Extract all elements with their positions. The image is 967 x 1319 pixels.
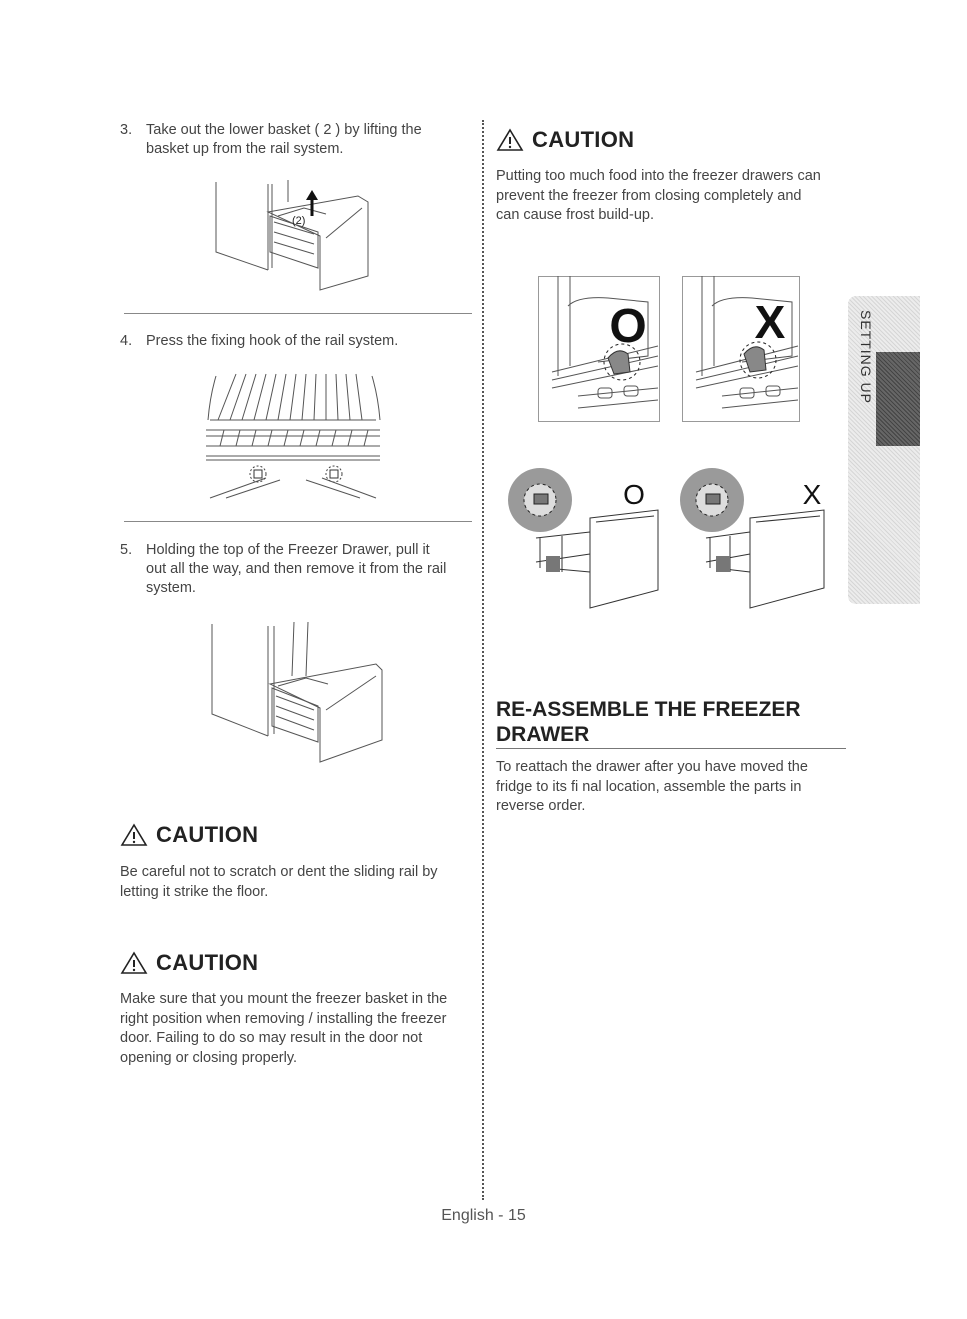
caution-text-line: can cause frost build-up. bbox=[496, 207, 654, 223]
caution-text-line: letting it strike the floor. bbox=[120, 883, 269, 900]
divider bbox=[124, 313, 472, 314]
caution-title: CAUTION bbox=[532, 127, 635, 152]
caution-text-line: right position when removing / installing the freezer bbox=[120, 1010, 447, 1027]
section-title bbox=[496, 697, 846, 747]
step-number: 5. bbox=[120, 542, 133, 558]
step-number: 4. bbox=[120, 333, 133, 349]
section-text-line: reverse order. bbox=[496, 798, 586, 814]
correct-mark: O bbox=[623, 479, 645, 510]
caution-title: CAUTION bbox=[156, 950, 259, 975]
wrong-position-illustration bbox=[682, 276, 800, 422]
caution-text-line: Putting too much food into the freezer drawers can bbox=[496, 168, 821, 184]
step-5 bbox=[120, 541, 480, 601]
divider bbox=[124, 521, 472, 522]
caution-text-line: opening or closing properly. bbox=[120, 1049, 298, 1066]
step-text-line: Take out the lower basket ( 2 ) by lifting the bbox=[146, 122, 422, 138]
warning-triangle-icon bbox=[120, 823, 148, 847]
column-divider bbox=[482, 120, 484, 1200]
page-number: English - 15 bbox=[441, 1207, 526, 1224]
section-text-line: fridge to its fi nal location, assemble the parts in bbox=[496, 778, 802, 795]
section-text bbox=[496, 758, 856, 817]
drawer-removal-illustration bbox=[204, 616, 390, 766]
side-tab-label: SETTING UP bbox=[858, 310, 874, 405]
side-tab-marker bbox=[876, 352, 920, 446]
step-text-line: out all the way, and then remove it from the rail bbox=[146, 561, 447, 577]
rail-hook-illustration bbox=[196, 366, 392, 502]
step-3 bbox=[120, 121, 480, 161]
caution-title: CAUTION bbox=[156, 822, 259, 847]
caution-text bbox=[120, 990, 480, 1068]
caution-text-line: prevent the freezer from closing completely and bbox=[496, 187, 802, 204]
correct-mark: O bbox=[609, 300, 647, 353]
wrong-mark: X bbox=[802, 479, 822, 510]
step-text-line: system. bbox=[146, 580, 196, 596]
step-text-line: basket up from the rail system. bbox=[146, 141, 344, 157]
section-text-line: To reattach the drawer after you have moved the bbox=[496, 759, 808, 775]
step-text-line: Press the fixing hook of the rail system. bbox=[146, 333, 399, 349]
caution-heading bbox=[496, 127, 634, 153]
wrong-mark: X bbox=[754, 296, 786, 348]
caution-text bbox=[120, 863, 480, 902]
correct-position-illustration bbox=[538, 276, 660, 422]
drawer-correct-illustration bbox=[506, 462, 666, 610]
section-title-line: DRAWER bbox=[496, 723, 590, 746]
step-4 bbox=[120, 332, 480, 352]
caution-text bbox=[496, 167, 856, 226]
caution-text-line: Be careful not to scratch or dent the sliding rail by bbox=[120, 864, 438, 880]
section-title-line: RE-ASSEMBLE THE FREEZER bbox=[496, 698, 801, 721]
caution-heading bbox=[120, 822, 258, 848]
warning-triangle-icon bbox=[496, 128, 524, 152]
step-number: 3. bbox=[120, 122, 133, 138]
caution-heading bbox=[120, 950, 258, 976]
caution-text-line: door. Failing to do so may result in the door not bbox=[120, 1030, 423, 1046]
step-text-line: Holding the top of the Freezer Drawer, pull it bbox=[146, 542, 430, 558]
drawer-wrong-illustration bbox=[676, 462, 836, 610]
section-underline bbox=[496, 748, 846, 749]
caution-text-line: Make sure that you mount the freezer basket in the bbox=[120, 991, 448, 1007]
figure-callout: (2) bbox=[292, 215, 306, 227]
basket-lift-illustration bbox=[208, 172, 388, 294]
warning-triangle-icon bbox=[120, 951, 148, 975]
